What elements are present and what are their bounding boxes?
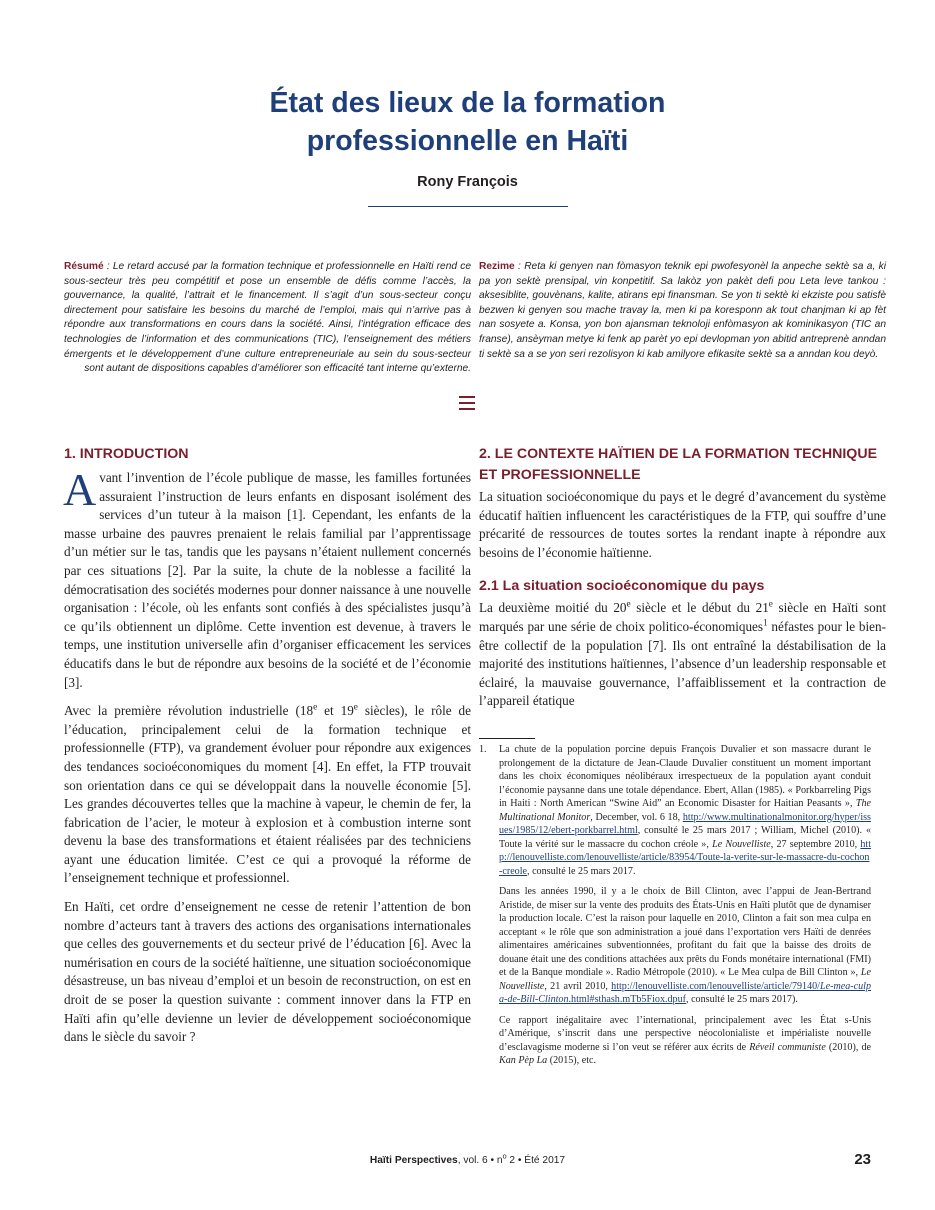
title-line-2: professionnelle en Haïti [306, 125, 629, 157]
footnote-divider [479, 738, 535, 739]
footnote-1-paragraph-3: Ce rapport inégalitaire avec l’international, principalement avec les État s-Unis d’Amérique, s’inscrit dans une perspective néocolonialiste et impérialiste nouvelle d’esclavagisme moderne si l’on veut se référer aux écrits de Réveil communiste (2010), de Kan Pèp La (2015), etc. [499, 1014, 871, 1066]
right-column [479, 444, 886, 711]
footnote-link-nouvelliste-clinton[interactable]: http://lenouvelliste.com/lenouvelliste/article/79140/Le-mea-culpa-de-Bill-Clinton.html#sthash.mTb5Fiox.dpuf [499, 980, 871, 1005]
section-2-paragraph-2: La deuxième moitié du 20e siècle et le début du 21e siècle en Haïti sont marqués par une série de choix politico-économiques$^1$ néfastes pour le bien-être collectif de la population [7]. Ils ont entraîné la déstabilisation de la majorité des institutions haïtiennes, l’absence d’un leadership responsable et éclairé, la mauvaise gouvernance, l’affaiblissement et la contraction de l’appareil étatique [479, 598, 887, 709]
abstract-french [64, 260, 471, 377]
section-1-paragraph-2: Avec la première révolution industrielle (18e et 19e siècles), le rôle de l’éducation, principalement celui de la formation technique et professionnelle (FTP), va grandement évoluer pour répondre aux exigences des tendances socioéconomiques du moment [4]. En effet, la FTP trouvait son orientation dans ce qui se développait dans la nouvelle économie [5]. Les grandes découvertes telles que la machine à vapeur, le chemin de fer, la fabrication de l’acier, le moteur à explosion et à combustion interne sont devenu la base des transformations et étaient réalisées par des techniciens ayant une éducation limitée. C’est ce qui a provoqué la réforme de l’enseignement technique et professionnel. [64, 701, 471, 886]
title-line-1: État des lieux de la formation [269, 87, 666, 119]
abstract-creole-text: : Reta ki genyen nan fòmasyon teknik epi pwofesyonèl la anpeche sektè sa a, ki pa yon sektè prensipal, vin konpetitif. Sa lakòz yon pakèt defi pou Leta leve tankou : aksesiblite, gouvènans, kalite, atirans epi finansman. Se yon ti sektè ki ekziste pou satisfè bezwen ki genyen sou mache travay la, men ki pa koresponn ak tout chanjman ki ap fèt nan sosyete a. Konsa, yon bon ajansman teknoloji enfòmasyon ak kominikasyon (TIC an franse), ansèyman metye ki fenk ap parèt yo epi devlopman yon abitid antreprenè anndan ti sektè sa a se yon seri rezolisyon ki kab amilyore efikasite sektè sa a anndan kou deyò. [479, 261, 886, 360]
author-name: Rony François [417, 174, 518, 190]
footnote-link-multinational-monitor[interactable]: http://www.multinationalmonitor.org/hyper/issues/1985/12/ebert-porkbarrel.html [499, 811, 871, 836]
journal-citation: Haïti Perspectives, vol. 6 • $n^o$ 2 • Été 2017 [369, 1152, 566, 1166]
abstract-french-label: Résumé [64, 261, 104, 272]
section-ornament-icon [459, 396, 475, 410]
section-2-heading: 2. LE CONTEXTE HAÏTIEN DE LA FORMATION TECHNIQUE ET PROFESSIONNELLE [479, 446, 878, 483]
footnote-ref-1[interactable]: 1 [763, 617, 768, 628]
section-1-paragraph-1: Avant l’invention de l’école publique de masse, les familles fortunées assuraient l’instruction de leurs enfants en disposant isolément des services d’un tuteur à la maison [1]. Cependant, les enfants de la masse urbaine des pauvres prenaient le relais familial par l’apprentissage d’un métier sur le tas, tandis que les paysans n’étaient nullement concernés par ces situations [2]. Par la suite, la chute de la noblesse a facilité la démocratisation des sociétés modernes pour donner naissance à une nouvelle organisation : l’école, où les enfants sont confiés à des spécialistes jusqu’à ce qu’ils obtiennent un diplôme. Cette invention est devenue, à travers le temps, une institution universelle afin d’organiser efficacement les services éducatifs dans le but de répondre aux besoins de la société et de l’économie [3]. [63, 464, 471, 690]
left-column [64, 444, 471, 1047]
page-number: 23 [854, 1151, 871, 1168]
footnote-1-paragraph-2: Dans les années 1990, il y a le choix de Bill Clinton, avec l’appui de Jean-Bertrand Aristide, de miser sur la vente des produits des États-Unis en Haïti plutôt que de dynamiser la production locale. C’est la raison pour laquelle en 2010, Clinton a fait son mea culpa en acceptant « le rôle que son administration a joué dans l’exportation vers Haïti de denrées alimentaires américaines subventionnées, profitant du fait que la baisse des droits de douane était une des conditions attachées aux prêts du Fonds monétaire international (FMI) et de la Banque mondiale ». Radio Métropole (2010). « Le Mea culpa de Bill Clinton », Le Nouvelliste, 21 avril 2010, http://lenouvelliste.com/lenouvelliste/article/79140/Le-mea-culpa-de-Bill-Clinton.html#sthash.mTb5Fiox.dpuf, consulté le 25 mars 2017). [499, 886, 871, 1005]
author-divider [368, 206, 568, 207]
section-2-paragraph-1: La situation socioéconomique du pays et le degré d’avancement du système éducatif haïtien influencent les caractéristiques de la FTP, qui souffre d’une précarité de ressources de toutes sortes la rendant inapte à répondre aux besoins de l’économie haïtienne. [479, 489, 886, 560]
section-2-1-heading: 2.1 La situation socioéconomique du pays [479, 578, 765, 595]
section-1-paragraph-3: En Haïti, cet ordre d’enseignement ne cesse de retenir l’attention de bon nombre d’acteurs tant à travers des actions des organisations internationales que celles des gouvernements et du secteur privé de l’éducation [6]. Avec la numérisation en cours de la société haïtienne, une situation socioéconomique désastreuse, un bas niveau d’emploi et un besoin de reconstruction, on est en droit de se poser la question suivante : comment innover dans la FTP en Haïti afin qu’elle devienne un levier de développement socioéconomique dans le siècle du savoir ? [64, 899, 471, 1045]
footnote-link-nouvelliste-cochon[interactable]: http://lenouvelliste.com/lenouvelliste/article/83954/Toute-la-verite-sur-le-massacre-du-cochon-creole [499, 838, 872, 877]
journal-name: Haïti Perspectives [369, 1155, 458, 1166]
abstract-french-text: : Le retard accusé par la formation technique et professionnelle en Haïti rend ce sous-secteur très peu compétitif et pose un ensemble de défis comme l’accès, la gouvernance, la qualité, l’attrait et le financement. Il s’agit d’un sous-secteur conçu directement pour satisfaire les besoins du marché de l’emploi, mais qui n’arrive pas à répondre aux transformations en cours dans la société. Ainsi, l’intégration efficace des technologies de l’information et des communications (TIC), l’enseignement des métiers émergents et le développement d’une culture entrepreneuriale au sein du sous-secteur sont autant de dispositions capables d’améliorer son efficacité tant interne qu’externe. [64, 261, 471, 375]
drop-cap: A [63, 464, 97, 515]
footnotes [479, 743, 871, 1068]
abstract-creole [479, 260, 886, 362]
article-title [120, 84, 815, 160]
footnote-number: 1. [479, 744, 487, 755]
footnote-1-paragraph-1: 1. La chute de la population porcine depuis François Duvalier et son massacre durant le prolongement de la dictature de Jean-Claude Duvalier constituent un moment important dans les choix économiques néolibéraux irrespectueux de la population ayant conduit l’économie paysanne dans une totale dépendance. Ebert, Allan (1985). « Porkbarreling Pigs in Haiti : North American “Swine Aid” an Economic Disaster for Haitian Peasants », The Multinational Monitor, December, vol. 6 18, http://www.multinationalmonitor.org/hyper/issues/1985/12/ebert-porkbarrel.html, consulté le 25 mars 2017 ; William, Michel (2010). « Toute la vérité sur le massacre du cochon créole », Le Nouvelliste, 27 septembre 2010, http://lenouvelliste.com/lenouvelliste/article/83954/Toute-la-verite-sur-le-massacre-du-cochon-creole, consulté le 25 mars 2017. [479, 744, 872, 877]
section-1-heading: 1. INTRODUCTION [64, 446, 189, 462]
abstract-creole-label: Rezime [479, 261, 515, 272]
